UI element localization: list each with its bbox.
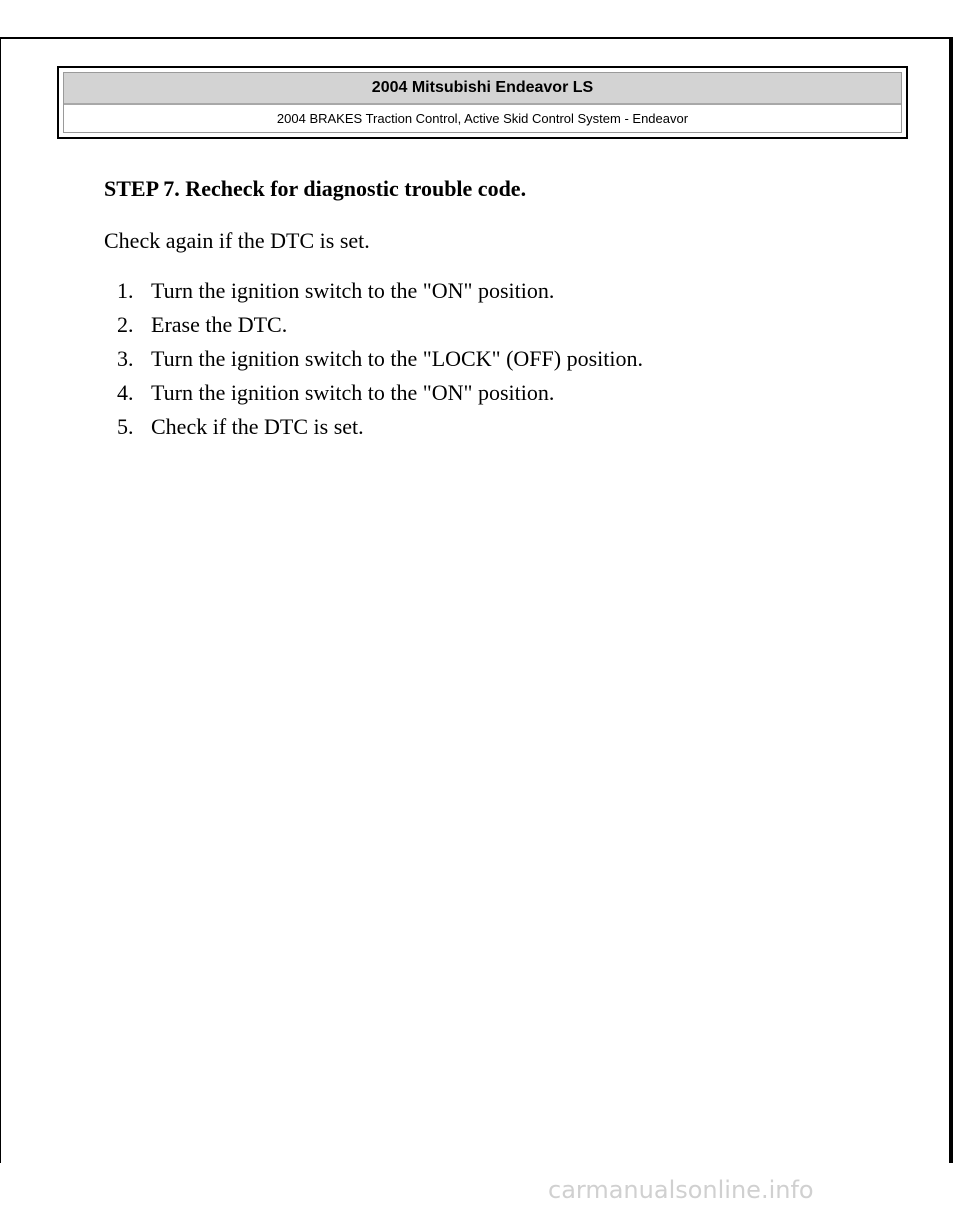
header-subtitle: 2004 BRAKES Traction Control, Active Skid Control System - Endeavor: [64, 103, 901, 132]
step-heading: STEP 7. Recheck for diagnostic trouble code.: [104, 176, 527, 201]
step-number: 2.: [117, 312, 134, 337]
list-item: [117, 278, 643, 312]
step-number: 3.: [117, 346, 134, 371]
step-number: 4.: [117, 380, 134, 405]
list-item: [117, 380, 643, 414]
step-list: [117, 278, 643, 448]
list-item: [117, 414, 643, 448]
header-table: [63, 72, 902, 133]
document-header: [57, 66, 908, 139]
step-text: Check if the DTC is set.: [151, 414, 364, 439]
step-text: Turn the ignition switch to the "ON" position.: [151, 278, 555, 303]
page-border: [0, 37, 953, 1163]
step-text: Erase the DTC.: [151, 312, 288, 337]
site-watermark: carmanualsonline.info: [548, 1176, 814, 1204]
header-title: 2004 Mitsubishi Endeavor LS: [64, 73, 901, 103]
list-item: [117, 346, 643, 380]
step-text: Turn the ignition switch to the "LOCK" (OFF) position.: [151, 346, 644, 371]
step-number: 5.: [117, 414, 134, 439]
intro-text: Check again if the DTC is set.: [104, 228, 370, 253]
step-text: Turn the ignition switch to the "ON" position.: [151, 380, 555, 405]
list-item: [117, 312, 643, 346]
step-number: 1.: [117, 278, 134, 303]
